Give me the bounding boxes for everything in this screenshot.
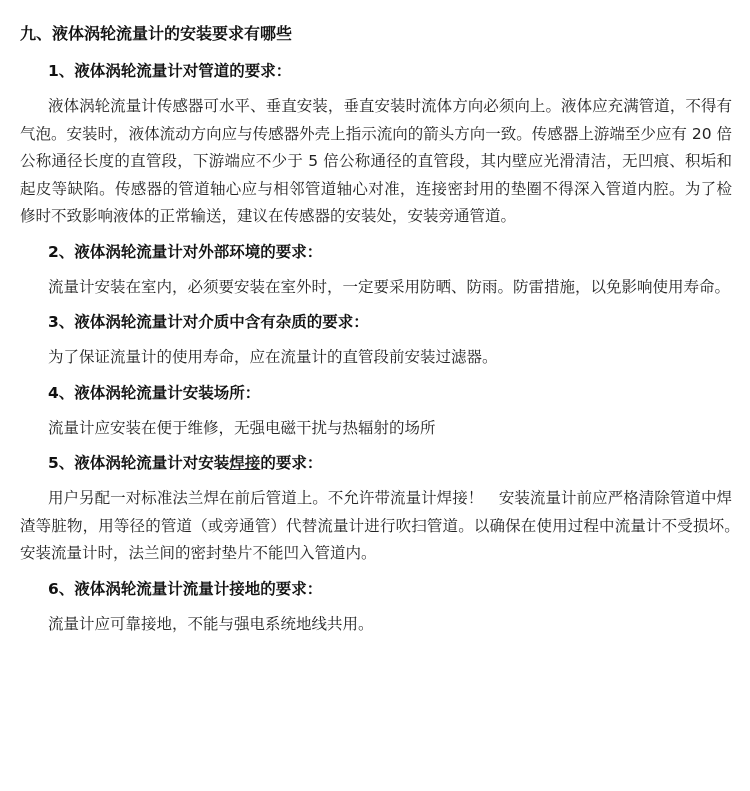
- section-heading: 6、液体涡轮流量计流量计接地的要求：: [48, 579, 323, 598]
- section-impurity-requirements: [20, 311, 732, 372]
- heading-suffix: 的要求：: [260, 454, 323, 472]
- welding-link[interactable]: 焊接: [229, 454, 261, 472]
- section-body: 为了保证流量计的使用寿命，应在流量计的直管段前安装过滤器。: [48, 348, 498, 366]
- section-welding-requirements: [20, 452, 748, 568]
- section-body: 流量计安装在室内，必须要安装在室外时，一定要采用防晒、防雨。防雷措施，以免影响使用寿命。: [48, 277, 731, 296]
- section-grounding-requirements: [20, 578, 732, 639]
- heading-prefix: 5、液体涡轮流量计对安装: [48, 454, 230, 472]
- section-body: 流量计应安装在便于维修，无强电磁干扰与热辐射的场所: [48, 418, 436, 437]
- article-title: 九、液体涡轮流量计的安装要求有哪些: [20, 24, 293, 43]
- section-heading: [48, 452, 732, 474]
- section-heading: 1、液体涡轮流量计对管道的要求：: [48, 62, 292, 80]
- section-heading: 3、液体涡轮流量计对介质中含有杂质的要求：: [48, 313, 369, 331]
- section-environment-requirements: [20, 241, 732, 302]
- section-body: 液体涡轮流量计传感器可水平、垂直安装，垂直安装时流体方向必须向上。液体应充满管道，不得有气泡。安装时，液体流动方向应与传感器外壳上指示流向的箭头方向一致。传感器上游端至少应有 20 倍公称通径长度的直管段，下游端应不少于 5 倍公称通径的直管段，其内壁应光滑清洁，无凹痕、积垢和起皮等缺陷。传感器的管道轴心应与相邻管道轴心对准，连接密封用的垫圈不得深入管道内腔。为了检修时不致影响液体的正常输送，建议在传感器的安装处，安装旁通管道。: [20, 97, 732, 225]
- section-body: 流量计应可靠接地，不能与强电系统地线共用。: [48, 614, 374, 633]
- section-heading: 4、液体涡轮流量计安装场所：: [48, 383, 261, 402]
- section-installation-site: [20, 382, 732, 443]
- section-body: 用户另配一对标准法兰焊在前后管道上。不允许带流量计焊接！ 安装流量计前应严格清除管道中焊渣等脏物，用等径的管道（或旁通管）代替流量计进行吹扫管道。以确保在使用过程中流量计不受损坏。 安装流量计时，法兰间的密封垫片不能凹入管道内。: [20, 489, 748, 562]
- section-heading: 2、液体涡轮流量计对外部环境的要求：: [48, 242, 323, 261]
- section-pipe-requirements: [20, 60, 732, 231]
